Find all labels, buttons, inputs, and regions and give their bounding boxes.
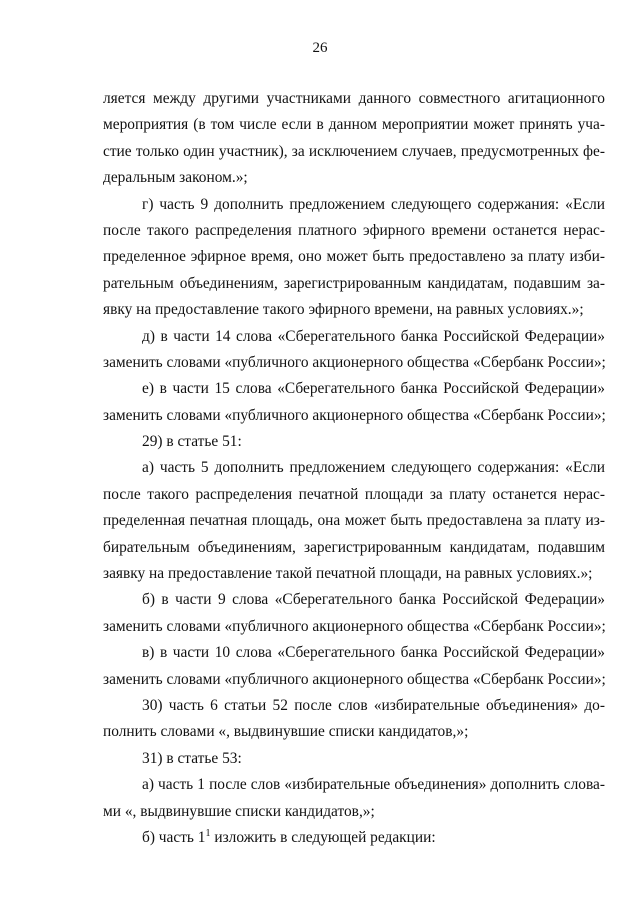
paragraph-first-line: г) часть 9 дополнить предложением следующего содержания: «Если bbox=[142, 195, 605, 213]
page-number: 26 bbox=[312, 40, 328, 56]
text-line: пределенное эфирное время, оно может быть предоставлено за плату изби- bbox=[103, 248, 605, 266]
text-line: ляется между другими участниками данного совместного агитационного bbox=[103, 90, 605, 107]
paragraph-first-line: в) в части 10 слова «Сберегательного банка Российской Федерации» bbox=[142, 644, 605, 662]
text-line: заменить словами «публичного акционерного общества «Сбербанк России»; bbox=[103, 353, 606, 371]
text-line: бирательным объединениям, зарегистрированным кандидатам, подавшим bbox=[103, 538, 605, 556]
paragraph-first-line: 29) в статье 51: bbox=[142, 433, 242, 451]
text-fragment: б) часть 1 bbox=[142, 828, 206, 846]
document-body bbox=[103, 86, 605, 851]
paragraph-first-line: д) в части 14 слова «Сберегательного банка Российской Федерации» bbox=[142, 327, 605, 345]
paragraph-first-line bbox=[103, 825, 605, 851]
text-line: заявку на предоставление такой печатной площади, на равных условиях.»; bbox=[103, 565, 593, 583]
superscript: 1 bbox=[205, 827, 211, 839]
paragraph-first-line: а) часть 5 дополнить предложением следующего содержания: «Если bbox=[142, 459, 605, 477]
text-line: рательным объединениям, зарегистрированным кандидатам, подавшим за- bbox=[103, 274, 605, 292]
text-line: после такого распределения печатной площади за плату останется нерас- bbox=[103, 485, 605, 503]
paragraph-first-line: е) в части 15 слова «Сберегательного банка Российской Федерации» bbox=[142, 380, 605, 398]
text-line: пределенная печатная площадь, она может быть предоставлена за плату из- bbox=[103, 512, 605, 530]
paragraph-first-line: 30) часть 6 статьи 52 после слов «избирательные объединения» до- bbox=[142, 696, 605, 714]
text-line: стие только один участник), за исключением случаев, предусмотренных фе- bbox=[103, 142, 605, 160]
text-line: заменить словами «публичного акционерного общества «Сбербанк России»; bbox=[103, 406, 606, 424]
text-line: полнить словами «, выдвинувшие списки кандидатов,»; bbox=[103, 723, 469, 741]
text-line: деральным законом.»; bbox=[103, 169, 248, 187]
paragraph-first-line: а) часть 1 после слов «избирательные объединения» дополнить слова- bbox=[142, 776, 605, 794]
text-line: заменить словами «публичного акционерного общества «Сбербанк России»; bbox=[103, 670, 606, 688]
paragraph-first-line: 31) в статье 53: bbox=[142, 749, 242, 767]
text-fragment: изложить в следующей редакции: bbox=[210, 828, 436, 846]
text-line: ми «, выдвинувшие списки кандидатов,»; bbox=[103, 802, 375, 820]
text-line: явку на предоставление такого эфирного времени, на равных условиях.»; bbox=[103, 301, 584, 319]
text-line: заменить словами «публичного акционерного общества «Сбербанк России»; bbox=[103, 617, 606, 635]
text-line: после такого распределения платного эфирного времени останется нерас- bbox=[103, 221, 605, 239]
paragraph-first-line: б) в части 9 слова «Сберегательного банка Российской Федерации» bbox=[142, 591, 605, 609]
text-line: мероприятия (в том числе если в данном мероприятии может принять уча- bbox=[103, 116, 605, 134]
